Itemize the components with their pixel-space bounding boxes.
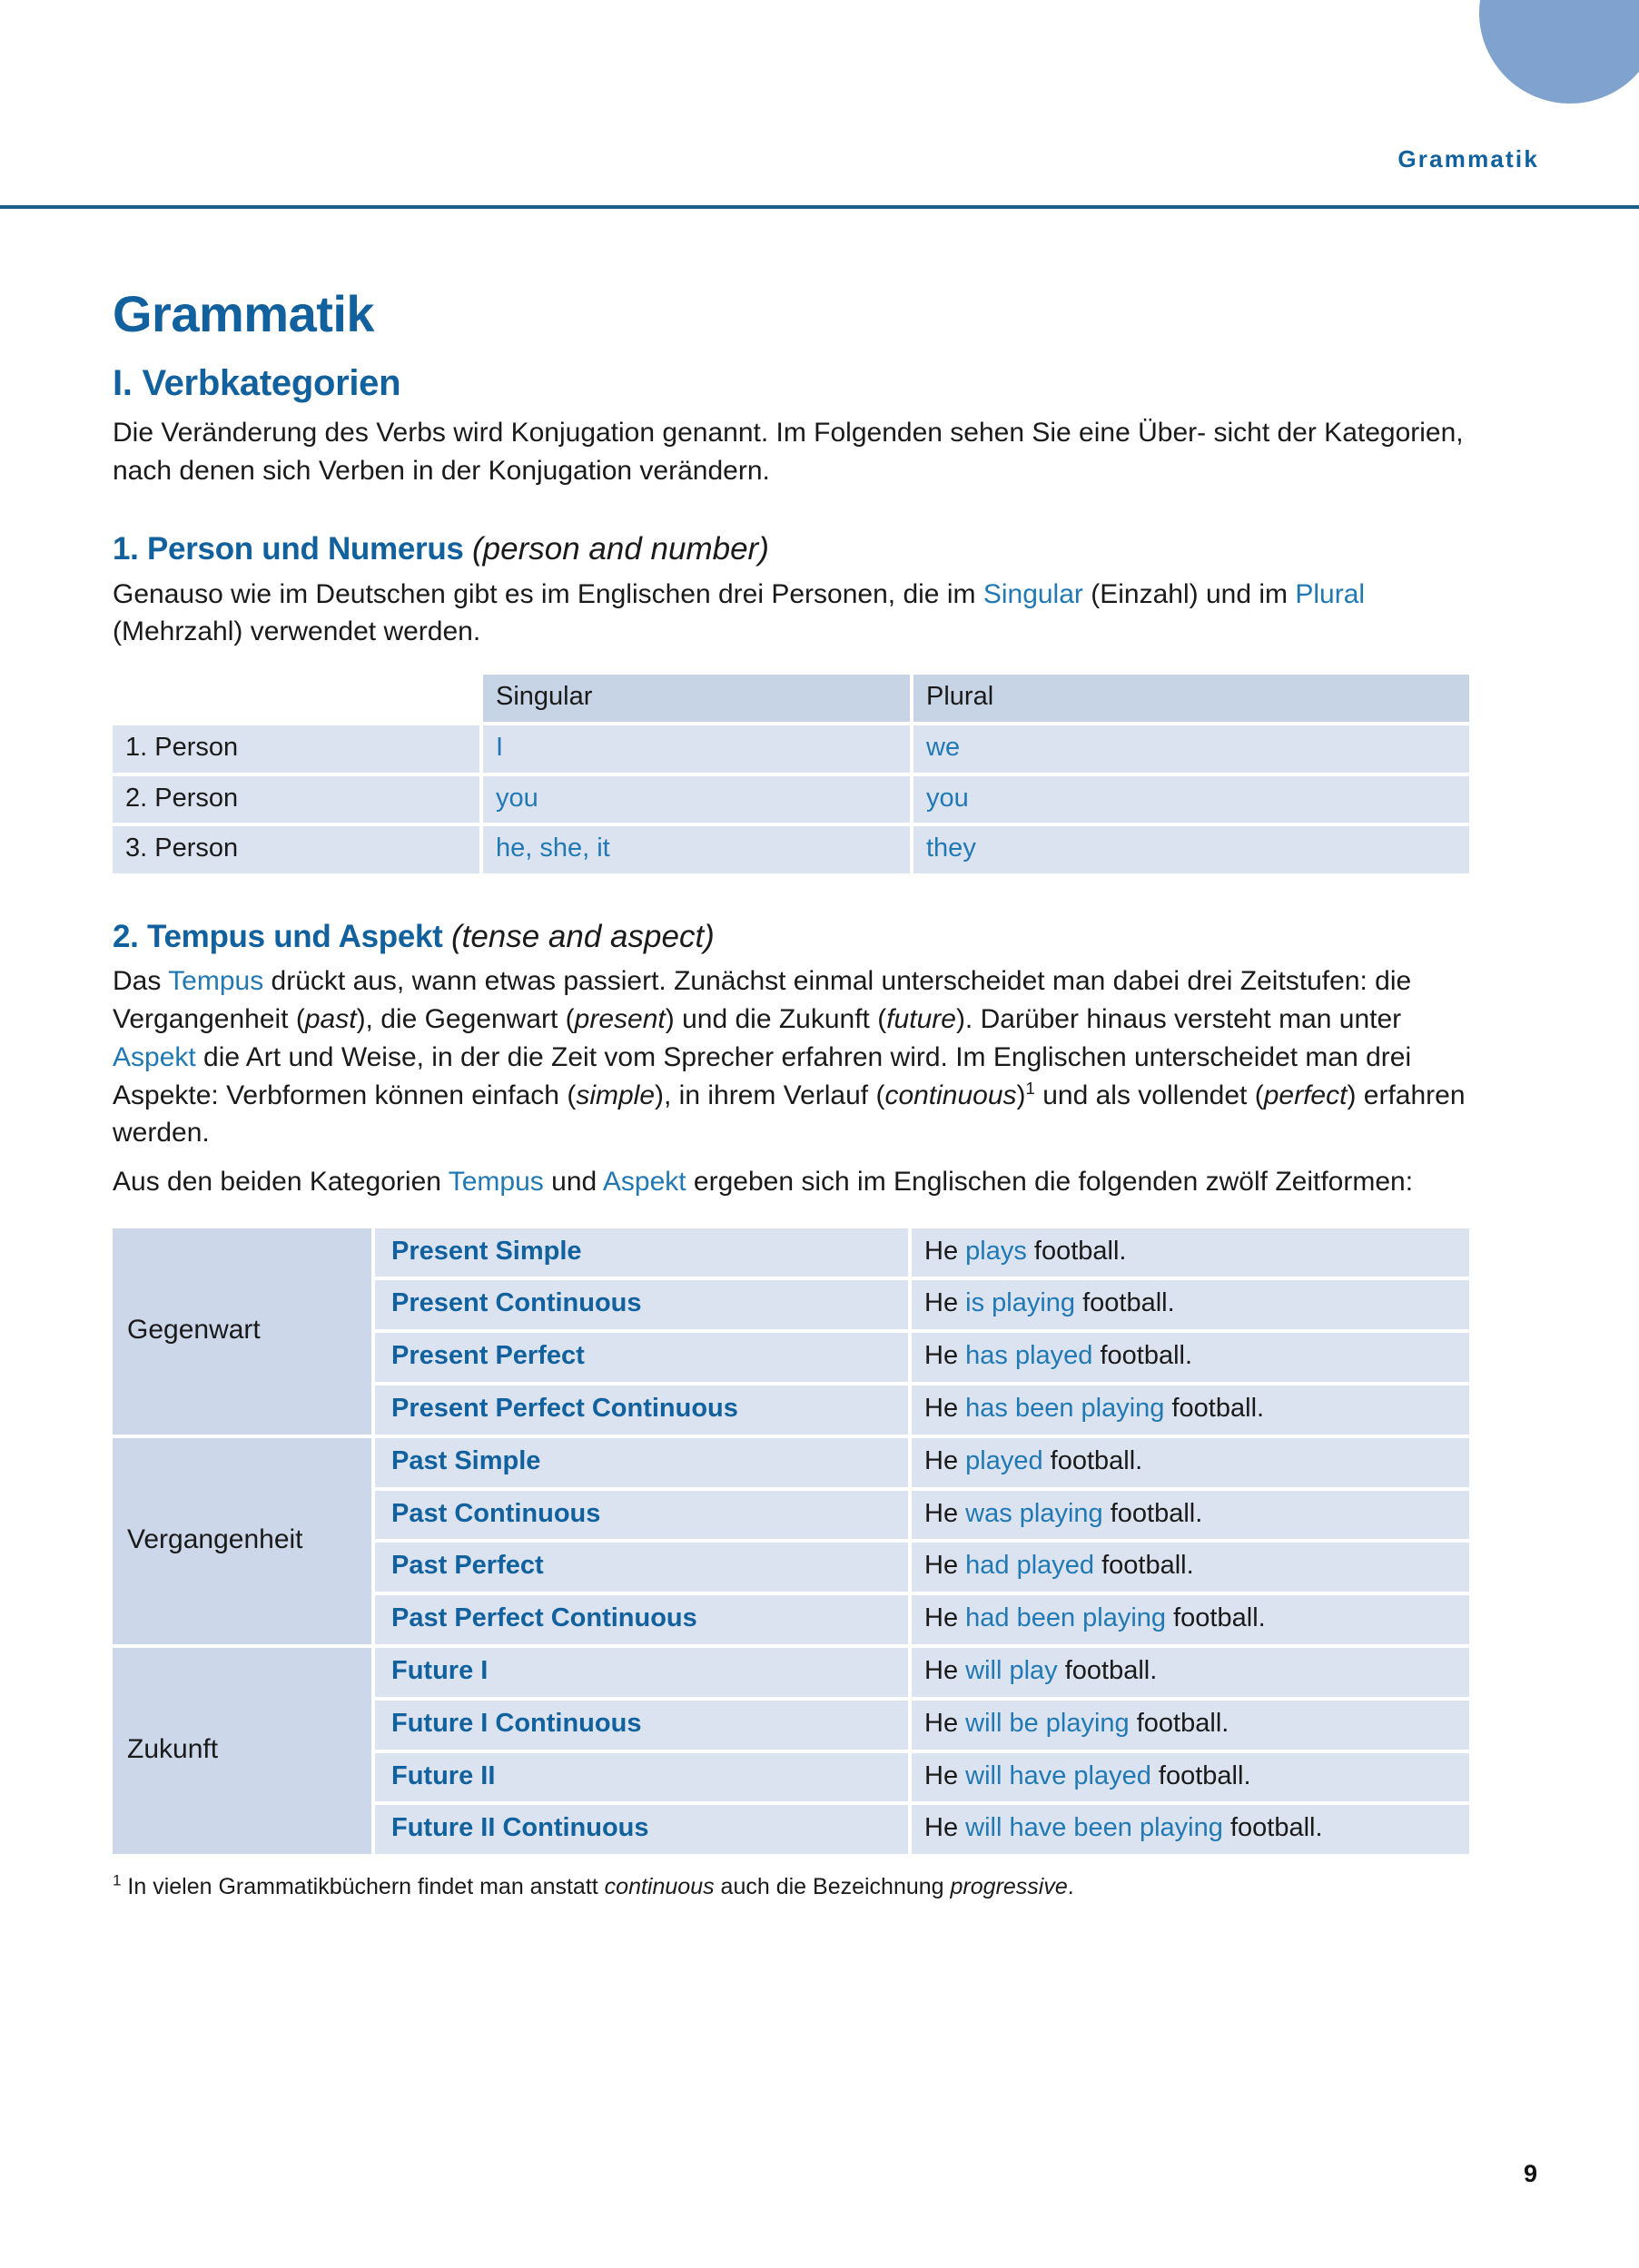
keyword-tempus: Tempus <box>168 966 264 997</box>
page-title: Grammatik <box>113 285 375 342</box>
italic-continuous: continuous <box>884 1080 1017 1110</box>
tense-example <box>912 1280 1469 1329</box>
example-object: football. <box>1166 1603 1266 1633</box>
example-verb: will have been playing <box>965 1813 1223 1843</box>
example-verb: has played <box>965 1341 1093 1371</box>
footnote-part: In vielen Grammatikbüchern findet man anstatt <box>121 1874 605 1900</box>
example-object: football. <box>1150 1760 1251 1790</box>
example-verb: will play <box>965 1655 1058 1685</box>
footnote-marker: 1 <box>113 1871 122 1889</box>
para-text: ) <box>1016 1080 1026 1110</box>
example-object: football. <box>1092 1341 1193 1371</box>
para-text: und <box>543 1166 603 1197</box>
para-text: Genauso wie im Deutschen gibt es im Englischen drei Personen, die im <box>113 578 983 609</box>
example-object: football. <box>1222 1813 1323 1843</box>
example-object: football. <box>1164 1393 1265 1423</box>
example-verb: played <box>965 1445 1043 1475</box>
example-subject: He <box>924 1445 966 1475</box>
para-text: ergeben sich im Englischen die folgenden zwölf Zeitformen: <box>686 1166 1414 1197</box>
example-object: football. <box>1075 1288 1175 1318</box>
running-head: Grammatik <box>1397 145 1539 173</box>
tense-name: Past Perfect Continuous <box>375 1595 908 1644</box>
example-subject: He <box>924 1603 966 1633</box>
italic-progressive: progressive <box>950 1874 1068 1900</box>
group-label-gegenwart: Gegenwart <box>113 1228 371 1435</box>
italic-perfect: perfect <box>1263 1080 1348 1110</box>
footnote-part: auch die Bezeichnung <box>714 1874 951 1900</box>
example-verb: will have played <box>965 1760 1151 1790</box>
tense-example <box>912 1491 1469 1540</box>
example-object: football. <box>1094 1551 1194 1581</box>
para-text: ) und die Zukunft ( <box>665 1004 887 1035</box>
page-content <box>113 0 1466 1902</box>
tempus-aspekt-paragraph <box>113 962 1466 1151</box>
para-text: und als vollendet ( <box>1034 1080 1264 1110</box>
example-verb: is playing <box>965 1288 1076 1318</box>
table-header-row <box>113 675 1469 722</box>
tense-name: Future I Continuous <box>375 1701 908 1750</box>
para-text: Aus den beiden Kategorien <box>113 1166 449 1197</box>
tense-example <box>912 1753 1469 1802</box>
example-subject: He <box>924 1341 966 1371</box>
example-verb: was playing <box>965 1498 1103 1528</box>
subsection-heading-en: (tense and aspect) <box>450 919 715 955</box>
example-subject: He <box>924 1236 966 1266</box>
person-numerus-table <box>109 671 1473 877</box>
para-text: Das <box>113 966 169 997</box>
tense-name: Future I <box>375 1648 908 1697</box>
subsection-heading-de: 2. Tempus und Aspekt <box>113 919 451 955</box>
row-label-3rd-person: 3. Person <box>113 826 479 873</box>
tense-name: Past Continuous <box>375 1491 908 1540</box>
example-verb: will be playing <box>965 1708 1130 1738</box>
example-subject: He <box>924 1655 966 1685</box>
corner-decoration-circle <box>1479 0 1639 104</box>
tense-example <box>912 1805 1469 1854</box>
footnote-text <box>113 1872 1466 1902</box>
para-text: ) erfahren werden. <box>113 1080 1466 1149</box>
table-row <box>113 826 1469 873</box>
italic-future: future <box>886 1004 956 1035</box>
keyword-plural: Plural <box>1295 578 1366 609</box>
example-object: football. <box>1102 1498 1203 1528</box>
tense-example <box>912 1543 1469 1592</box>
tense-name: Present Perfect Continuous <box>375 1385 908 1435</box>
subsection-heading-de: 1. Person und Numerus <box>113 531 472 567</box>
zeitformen-intro-paragraph <box>113 1163 1466 1201</box>
cell-singular-2nd: you <box>483 776 910 823</box>
para-text: drückt aus, wann etwas passiert. Zunächst einmal unterscheidet man dabei drei Zeitstufen: die Vergangenheit ( <box>113 966 1412 1035</box>
tense-name: Present Simple <box>375 1228 908 1277</box>
tenses-table <box>109 1225 1473 1859</box>
table-row <box>113 1228 1469 1277</box>
footnote-part: . <box>1067 1874 1074 1900</box>
example-object: football. <box>1129 1708 1229 1738</box>
section-heading-verbkategorien: I. Verbkategorien <box>113 363 401 403</box>
person-numerus-paragraph <box>113 576 1466 651</box>
tense-name: Past Simple <box>375 1438 908 1487</box>
example-subject: He <box>924 1813 966 1843</box>
intro-line-2: sicht der Kategorien, nach denen sich Verben in der Konjugation verändern. <box>113 418 1464 486</box>
table-row <box>113 1438 1469 1487</box>
tense-example <box>912 1438 1469 1487</box>
italic-continuous: continuous <box>604 1874 715 1900</box>
table-row <box>113 1648 1469 1697</box>
row-label-1st-person: 1. Person <box>113 725 479 773</box>
example-object: football. <box>1026 1236 1127 1266</box>
cell-plural-1st: we <box>913 725 1469 773</box>
example-verb: has been playing <box>965 1393 1165 1423</box>
table-row <box>113 725 1469 773</box>
example-subject: He <box>924 1760 966 1790</box>
para-text: ), in ihrem Verlauf ( <box>655 1080 885 1110</box>
footnote-marker: 1 <box>1025 1078 1035 1098</box>
keyword-aspekt: Aspekt <box>602 1166 686 1197</box>
subsection-heading-person-numerus <box>113 531 1466 567</box>
cell-singular-1st: I <box>483 725 910 773</box>
row-label-2nd-person: 2. Person <box>113 776 479 823</box>
para-text: die Art und Weise, in der die Zeit vom Sprecher erfahren wird. Im Englischen unterscheidet man drei Aspekte: Verbformen können einfach ( <box>113 1041 1412 1110</box>
example-subject: He <box>924 1708 966 1738</box>
example-verb: had played <box>965 1551 1095 1581</box>
example-object: football. <box>1057 1655 1158 1685</box>
tense-example <box>912 1648 1469 1697</box>
keyword-aspekt: Aspekt <box>113 1041 196 1072</box>
intro-line-1: Die Veränderung des Verbs wird Konjugation genannt. Im Folgenden sehen Sie eine Über- <box>113 418 1207 448</box>
example-subject: He <box>924 1393 966 1423</box>
group-label-zukunft: Zukunft <box>113 1648 371 1854</box>
italic-present: present <box>574 1004 666 1035</box>
para-text: (Mehrzahl) verwendet werden. <box>113 616 481 647</box>
tense-name: Future II Continuous <box>375 1805 908 1854</box>
example-object: football. <box>1042 1445 1143 1475</box>
keyword-tempus: Tempus <box>448 1166 544 1197</box>
tense-example <box>912 1385 1469 1435</box>
subsection-heading-tempus-aspekt <box>113 919 1466 955</box>
tense-name: Present Perfect <box>375 1333 908 1382</box>
italic-past: past <box>304 1004 357 1035</box>
cell-plural-2nd: you <box>913 776 1469 823</box>
column-header-plural: Plural <box>913 675 1469 722</box>
subsection-heading-en: (person and number) <box>472 531 769 567</box>
column-header-singular: Singular <box>483 675 910 722</box>
intro-paragraph <box>113 414 1466 489</box>
example-subject: He <box>924 1288 966 1318</box>
tense-example <box>912 1228 1469 1277</box>
tense-name: Present Continuous <box>375 1280 908 1329</box>
tense-example <box>912 1333 1469 1382</box>
table-corner-cell <box>113 675 479 722</box>
tense-example <box>912 1595 1469 1644</box>
page-number: 9 <box>1523 2160 1537 2187</box>
example-verb: had been playing <box>965 1603 1167 1633</box>
tense-example <box>912 1701 1469 1750</box>
tense-name: Past Perfect <box>375 1543 908 1592</box>
para-text: (Einzahl) und im <box>1082 578 1296 609</box>
cell-singular-3rd: he, she, it <box>483 826 910 873</box>
para-text: ), die Gegenwart ( <box>356 1004 575 1035</box>
example-subject: He <box>924 1498 966 1528</box>
example-subject: He <box>924 1551 966 1581</box>
italic-simple: simple <box>576 1080 656 1110</box>
example-verb: plays <box>965 1236 1027 1266</box>
group-label-vergangenheit: Vergangenheit <box>113 1438 371 1644</box>
table-row <box>113 776 1469 823</box>
tense-name: Future II <box>375 1753 908 1802</box>
cell-plural-3rd: they <box>913 826 1469 873</box>
keyword-singular: Singular <box>982 578 1083 609</box>
para-text: ). Darüber hinaus versteht man unter <box>955 1004 1402 1035</box>
